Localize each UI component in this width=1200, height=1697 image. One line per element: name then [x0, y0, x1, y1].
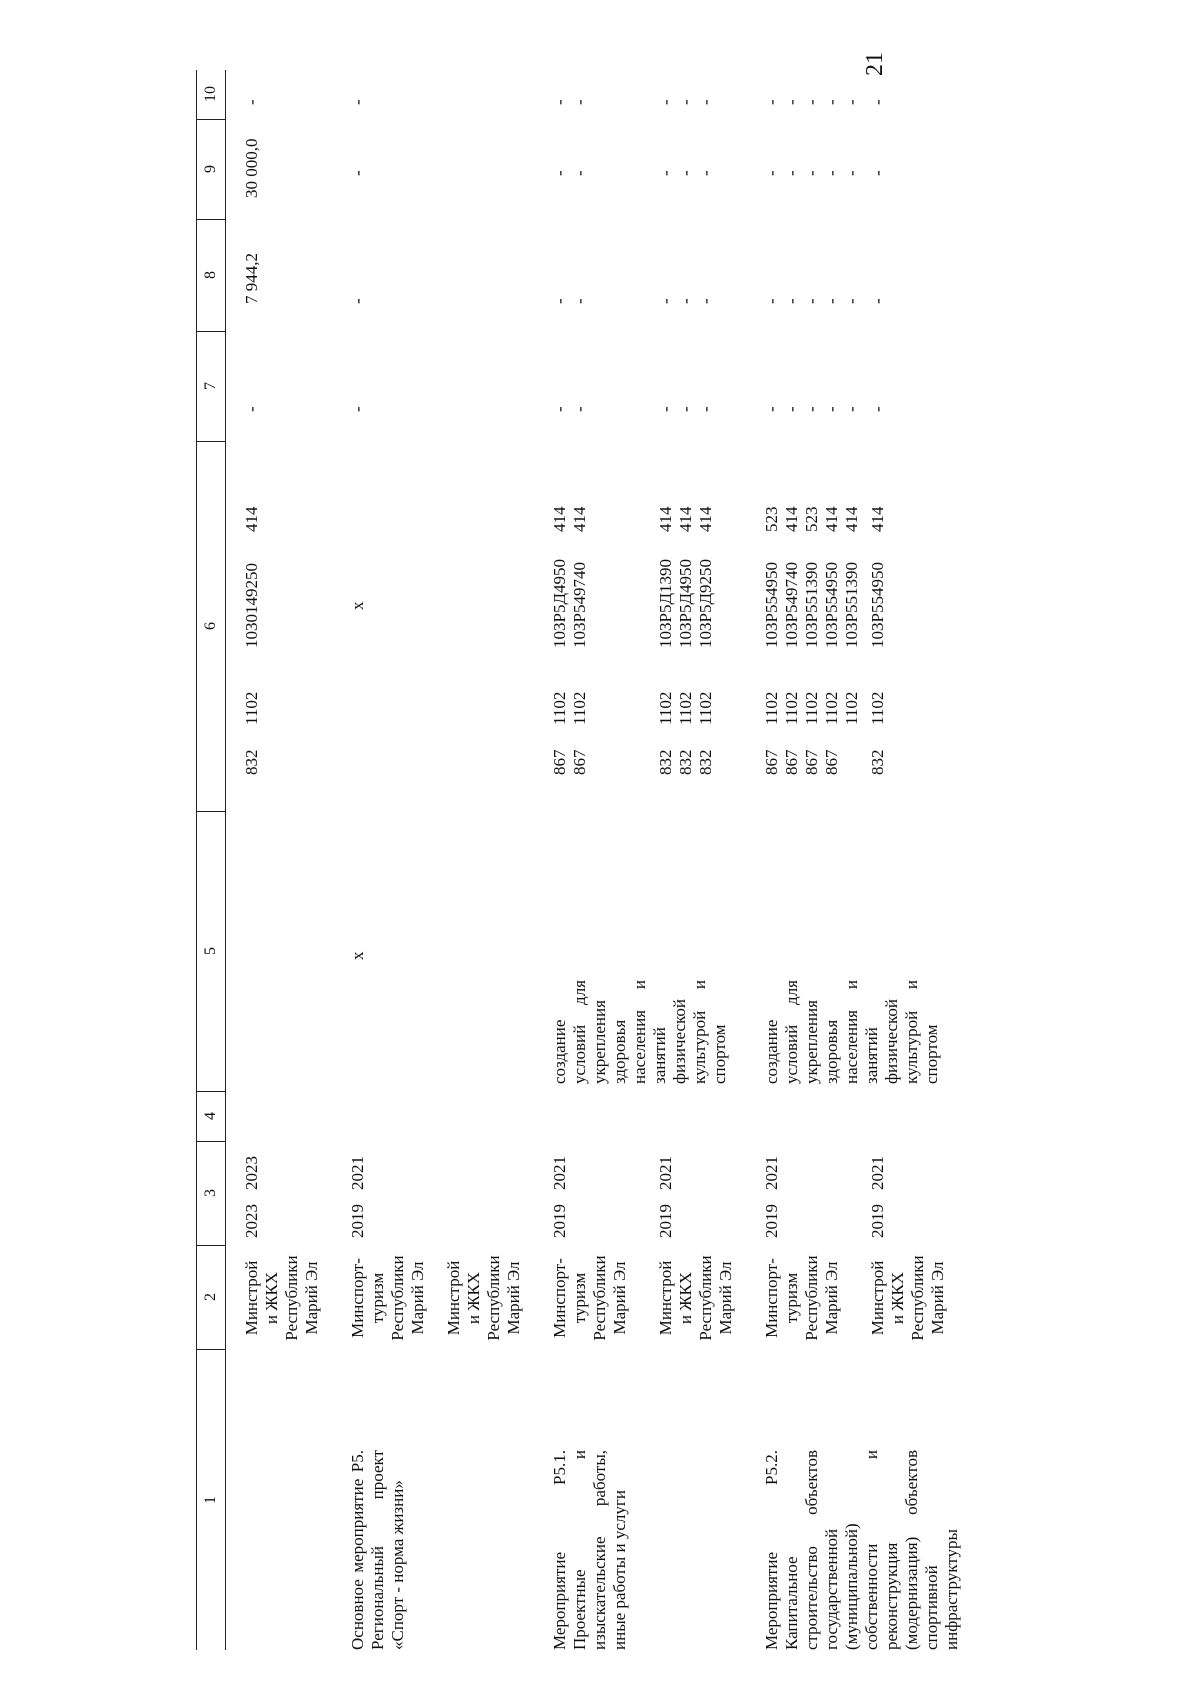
end-year: 2023: [242, 1156, 261, 1190]
table-header: [196, 70, 226, 1650]
value-col-8: [762, 298, 862, 304]
cell-line: 7 944,2: [242, 253, 261, 304]
cell-line: 1102: [762, 691, 781, 725]
cell-line: Минстрой: [444, 1260, 463, 1336]
cell-line: -: [842, 99, 861, 105]
cell-line: Минстрой: [242, 1260, 261, 1336]
target-article-code: [868, 562, 888, 648]
cell-line: -: [696, 406, 715, 412]
section-code: [868, 692, 888, 725]
cell-line: 832: [696, 749, 715, 775]
cell-line: 1102: [802, 691, 821, 725]
value-col-10: [242, 99, 262, 105]
result-cell: создание условий для укрепления здоровья населения и занятий физической культурой и спортом: [762, 980, 941, 1084]
cell-line: -: [550, 298, 569, 304]
value-col-8: [550, 298, 590, 304]
cell-line: 103P5Д4950: [676, 558, 695, 648]
cell-line: 1102: [242, 691, 261, 725]
cell-line: 1102: [696, 691, 715, 725]
cell-line: -: [822, 406, 841, 412]
grbs-code: [656, 750, 716, 776]
cell-line: 523: [802, 506, 821, 532]
start-year: 2019: [348, 1204, 367, 1238]
value-col-7: [348, 406, 368, 412]
cell-line: -: [676, 298, 695, 304]
cell-line: -: [868, 99, 887, 105]
cell-line: -: [656, 99, 675, 105]
cell-line: -: [348, 170, 367, 176]
cell-line: -: [656, 406, 675, 412]
executor-cell: [242, 1246, 322, 1350]
cell-line: 414: [570, 506, 589, 532]
cell-line: -: [822, 170, 841, 176]
start-year: 2019: [762, 1204, 781, 1238]
cell-line: 103P5Д4950: [550, 558, 569, 648]
value-col-9: [868, 170, 888, 176]
cell-line: -: [550, 170, 569, 176]
cell-line: и ЖКХ: [888, 1271, 907, 1325]
expense-type-code: [656, 507, 716, 533]
grbs-code: [550, 750, 590, 776]
cell-line: Минспорт-: [762, 1258, 781, 1338]
cell-line: Республики: [590, 1255, 609, 1341]
cell-line: 103P554950: [822, 562, 841, 648]
cell-line: 1102: [868, 691, 887, 725]
start-year: 2023: [242, 1204, 261, 1238]
cell-line: Республики: [696, 1255, 715, 1341]
cell-line: -: [842, 298, 861, 304]
expense-type-code: [868, 507, 888, 533]
expense-type-code: [242, 507, 262, 533]
cell-line: 103P549740: [782, 562, 801, 648]
value-col-10: [550, 99, 590, 105]
cell-line: -: [570, 298, 589, 304]
cell-line: -: [842, 170, 861, 176]
section-code: [656, 692, 716, 725]
activity-name: Мероприятие P5.1. Проектные и изыскательские работы, иные работы и услуги: [550, 1450, 629, 1650]
value-col-7: [656, 406, 716, 412]
activity-name: Мероприятие P5.2. Капитальное строительство объектов государственной (муниципальной) собственности и реконструкция (модернизация) объектов спортивной инфраструктуры: [762, 1450, 961, 1650]
cell-line: -: [570, 170, 589, 176]
header-col-6: 6: [197, 441, 225, 812]
value-col-7: [868, 406, 888, 412]
cell-line: туризм: [782, 1272, 801, 1324]
cell-line: туризм: [368, 1272, 387, 1324]
cell-line: 1102: [822, 691, 841, 725]
cell-line: 832: [676, 749, 695, 775]
header-col-5: 5: [197, 811, 225, 1092]
executor-cell-secondary: [444, 1246, 524, 1350]
cell-line: -: [696, 99, 715, 105]
cell-line: -: [242, 99, 261, 105]
cell-line: 103P549740: [570, 562, 589, 648]
cell-line: 1102: [676, 691, 695, 725]
header-col-7: 7: [197, 331, 225, 442]
cell-line: 867: [802, 749, 821, 775]
cell-line: 867: [570, 749, 589, 775]
budget-table: [196, 70, 976, 1650]
cell-line: 103P551390: [842, 562, 861, 648]
cell-line: Марий Эл: [408, 1261, 427, 1335]
cell-line: Марий Эл: [504, 1261, 523, 1335]
value-col-9: [762, 170, 862, 176]
executor-cell: [762, 1246, 842, 1350]
cell-line: 414: [550, 506, 569, 532]
cell-line: -: [348, 99, 367, 105]
grbs-code: [762, 750, 842, 776]
cell-line: Марий Эл: [716, 1261, 735, 1335]
cell-line: Марий Эл: [302, 1261, 321, 1335]
cell-line: -: [242, 406, 261, 412]
end-year: 2021: [656, 1156, 675, 1190]
cell-line: 414: [656, 506, 675, 532]
cell-line: -: [802, 99, 821, 105]
header-col-8: 8: [197, 219, 225, 332]
cell-line: и ЖКХ: [676, 1271, 695, 1325]
cell-line: -: [802, 406, 821, 412]
cell-line: 414: [782, 506, 801, 532]
cell-line: 414: [822, 506, 841, 532]
value-col-7: [550, 406, 590, 412]
header-col-10: 10: [197, 69, 225, 120]
page-number: 21: [862, 52, 888, 76]
cell-line: 832: [656, 749, 675, 775]
cell-line: 867: [762, 749, 781, 775]
cell-line: 523: [762, 506, 781, 532]
section-code: [550, 692, 590, 725]
end-year: 2021: [868, 1156, 887, 1190]
expense-type-code: [550, 507, 590, 533]
target-article-code: [656, 559, 716, 648]
cell-line: Марий Эл: [610, 1261, 629, 1335]
value-col-9: [550, 170, 590, 176]
end-year: 2021: [348, 1156, 367, 1190]
cell-line: -: [762, 99, 781, 105]
header-col-2: 2: [197, 1245, 225, 1350]
cell-line: Минспорт-: [550, 1258, 569, 1338]
header-col-3: 3: [197, 1141, 225, 1246]
cell-line: 103P551390: [802, 562, 821, 648]
grbs-code: [868, 750, 888, 776]
cell-line: -: [782, 170, 801, 176]
cell-line: Республики: [282, 1255, 301, 1341]
cell-line: -: [868, 298, 887, 304]
cell-line: -: [782, 99, 801, 105]
value-col-8: [348, 298, 368, 304]
cell-line: -: [822, 298, 841, 304]
target-article-code: [762, 562, 862, 648]
cell-line: -: [762, 170, 781, 176]
cell-line: и ЖКХ: [464, 1271, 483, 1325]
executor-cell: [550, 1246, 630, 1350]
activity-name: Основное мероприятие P5. Региональный проект «Спорт - норма жизни»: [348, 1450, 407, 1650]
target-article-code: х: [348, 601, 367, 610]
cell-line: 832: [242, 749, 261, 775]
cell-line: 103P5Д9250: [696, 558, 715, 648]
cell-line: 414: [242, 506, 261, 532]
cell-line: -: [570, 406, 589, 412]
cell-line: Минспорт-: [348, 1258, 367, 1338]
cell-line: 103P554950: [868, 562, 887, 648]
cell-line: и ЖКХ: [262, 1271, 281, 1325]
target-article-code: [550, 559, 590, 648]
value-col-8: [868, 298, 888, 304]
cell-line: -: [570, 99, 589, 105]
section-code: [242, 692, 262, 725]
cell-line: 1030149250: [242, 563, 261, 648]
end-year: 2021: [550, 1156, 569, 1190]
cell-line: 414: [842, 506, 861, 532]
start-year: 2019: [868, 1204, 887, 1238]
cell-line: -: [802, 170, 821, 176]
cell-line: 832: [868, 749, 887, 775]
cell-line: -: [696, 298, 715, 304]
end-year: 2021: [762, 1156, 781, 1190]
cell-line: 414: [868, 506, 887, 532]
cell-line: 1102: [656, 691, 675, 725]
grbs-code: [242, 750, 262, 776]
cell-line: -: [550, 406, 569, 412]
executor-cell: [868, 1246, 948, 1350]
value-col-10: [656, 99, 716, 105]
cell-line: -: [868, 170, 887, 176]
value-col-9: [348, 170, 368, 176]
cell-line: Минстрой: [656, 1260, 675, 1336]
cell-line: -: [550, 99, 569, 105]
value-col-10: [762, 99, 862, 105]
cell-line: -: [822, 99, 841, 105]
cell-line: -: [762, 298, 781, 304]
header-col-9: 9: [197, 119, 225, 220]
executor-cell: [348, 1246, 428, 1350]
cell-line: -: [348, 298, 367, 304]
header-col-1: 1: [202, 1496, 219, 1504]
cell-line: -: [676, 406, 695, 412]
cell-line: 1102: [842, 691, 861, 725]
cell-line: 1102: [782, 691, 801, 725]
cell-line: 1102: [550, 691, 569, 725]
value-col-10: [348, 99, 368, 105]
section-code: [762, 692, 862, 725]
value-col-9: [656, 170, 716, 176]
target-article-code: [242, 563, 262, 648]
cell-line: 867: [782, 749, 801, 775]
cell-line: 414: [676, 506, 695, 532]
value-col-9: [242, 139, 262, 199]
cell-line: Республики: [802, 1255, 821, 1341]
result-cell: создание условий для укрепления здоровья населения и занятий физической культурой и спортом: [550, 980, 729, 1084]
start-year: 2019: [656, 1204, 675, 1238]
cell-line: 867: [822, 749, 841, 775]
start-year: 2019: [550, 1204, 569, 1238]
header-col-4: 4: [197, 1091, 225, 1142]
executor-cell: [656, 1246, 736, 1350]
cell-line: -: [656, 298, 675, 304]
cell-line: Минстрой: [868, 1260, 887, 1336]
value-col-8: [242, 253, 262, 304]
cell-line: -: [696, 170, 715, 176]
cell-line: -: [676, 170, 695, 176]
value-col-10: [868, 99, 888, 105]
cell-line: Республики: [388, 1255, 407, 1341]
cell-line: Марий Эл: [822, 1261, 841, 1335]
cell-line: Республики: [908, 1255, 927, 1341]
cell-line: 103P554950: [762, 562, 781, 648]
cell-line: 1102: [570, 691, 589, 725]
value-col-8: [656, 298, 716, 304]
cell-line: -: [868, 406, 887, 412]
cell-line: -: [782, 298, 801, 304]
cell-line: -: [802, 298, 821, 304]
cell-line: 414: [696, 506, 715, 532]
cell-line: -: [676, 99, 695, 105]
cell-line: -: [762, 406, 781, 412]
cell-line: -: [656, 170, 675, 176]
cell-line: -: [782, 406, 801, 412]
result-cell: х: [348, 951, 367, 960]
value-col-7: [762, 406, 862, 412]
cell-line: 867: [550, 749, 569, 775]
cell-line: 30 000,0: [242, 138, 261, 198]
cell-line: Марий Эл: [928, 1261, 947, 1335]
cell-line: -: [348, 406, 367, 412]
cell-line: Республики: [484, 1255, 503, 1341]
cell-line: 103P5Д1390: [656, 558, 675, 648]
expense-type-code: [762, 507, 862, 533]
cell-line: туризм: [570, 1272, 589, 1324]
value-col-7: [242, 406, 262, 412]
cell-line: -: [842, 406, 861, 412]
